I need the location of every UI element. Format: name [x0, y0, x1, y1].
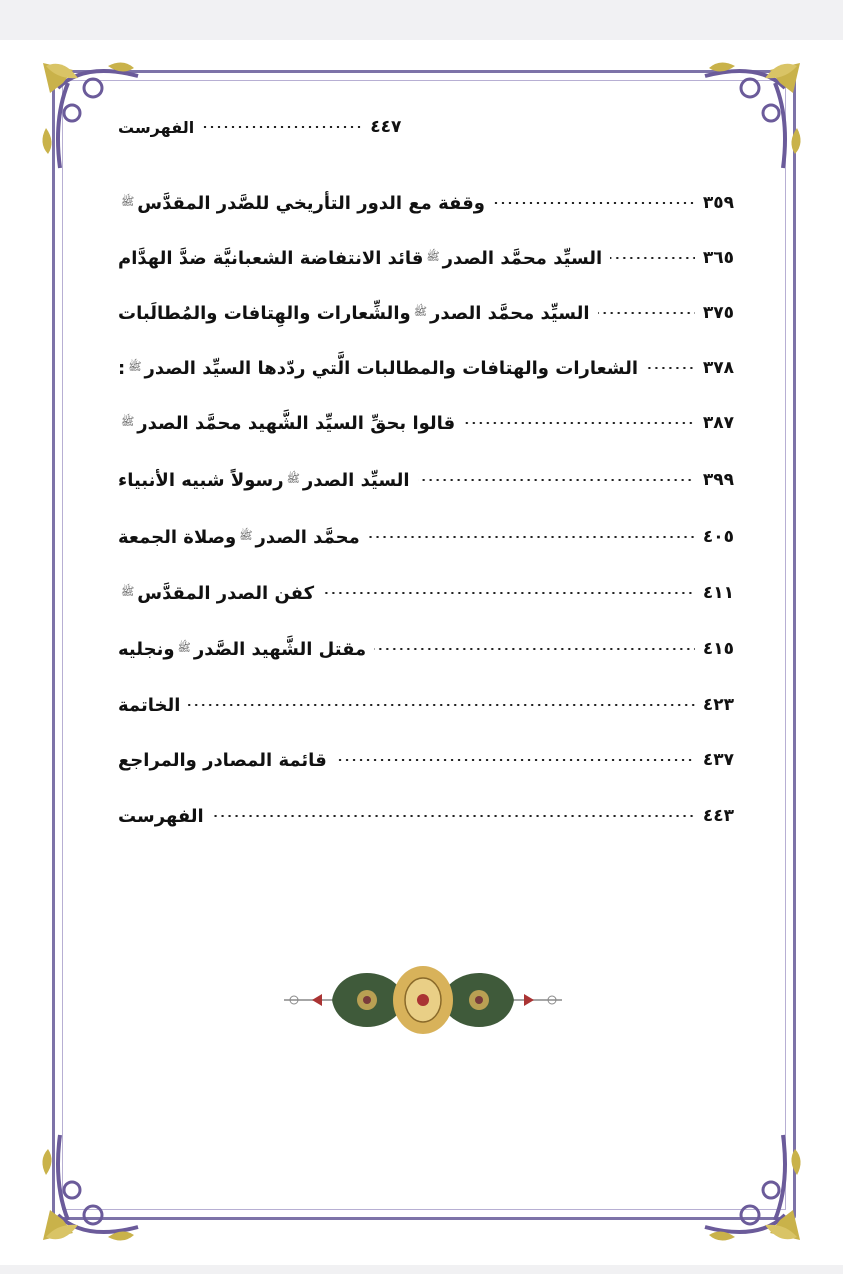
toc-entry[interactable] — [118, 188, 734, 218]
entry-title-continuation: رسولاً شبيه الأنبياء — [118, 469, 284, 491]
dot-leader — [463, 422, 695, 424]
dot-leader — [418, 479, 695, 481]
entry-title: الفهرست — [118, 805, 204, 827]
toc-entry[interactable] — [118, 801, 734, 831]
entry-title-continuation: قائد الانتفاضة الشعبانيَّة ضدَّ الهدَّام — [118, 247, 424, 269]
entry-title-continuation: وصلاة الجمعة — [118, 526, 237, 548]
entry-title-continuation: ونجليه — [118, 638, 175, 660]
floral-divider-icon — [282, 960, 564, 1040]
entry-title-continuation: والشِّعارات والهِتافات والمُطالَبات — [118, 302, 411, 324]
honorific-glyph: ﷺ — [121, 195, 135, 208]
entry-page-number: ٣٨٧ — [702, 413, 734, 433]
dot-leader — [335, 759, 695, 761]
honorific-glyph: ﷺ — [121, 415, 135, 428]
entry-title: السيِّد الصدر — [302, 469, 410, 491]
toc-entry[interactable] — [118, 522, 734, 552]
entry-page-number: ٤٤٣ — [702, 806, 734, 826]
toc-entry[interactable] — [118, 690, 734, 720]
entry-title: السيِّد محمَّد الصدر — [442, 247, 603, 269]
dot-leader — [368, 536, 695, 538]
header-page-number: ٤٤٧ — [370, 117, 402, 137]
entry-title: قائمة المصادر والمراجع — [118, 749, 327, 771]
entry-page-number: ٣٦٥ — [702, 248, 734, 268]
toc-entry[interactable] — [118, 408, 734, 438]
dot-leader — [202, 126, 362, 128]
dot-leader — [374, 648, 695, 650]
honorific-glyph: ﷺ — [239, 529, 253, 542]
toc-entry[interactable] — [118, 578, 734, 608]
entry-page-number: ٣٥٩ — [702, 193, 734, 213]
entry-page-number: ٤٠٥ — [702, 527, 734, 547]
toc-entry[interactable] — [118, 298, 734, 328]
dot-leader — [646, 367, 695, 369]
header-title: الفهرست — [118, 117, 195, 137]
toc-entry[interactable] — [118, 353, 734, 383]
entry-title-continuation: : — [118, 357, 126, 379]
book-page — [0, 40, 843, 1265]
running-header — [118, 112, 734, 142]
honorific-glyph: ﷺ — [121, 585, 135, 598]
dot-leader — [188, 704, 694, 706]
entry-page-number: ٤١٥ — [702, 639, 734, 659]
entry-title: قالوا بحقِّ السيِّد الشَّهيد محمَّد الصدر — [137, 412, 456, 434]
entry-title: السيِّد محمَّد الصدر — [429, 302, 590, 324]
entry-title: الشعارات والهتافات والمطالبات الَّتي ردّدها السيِّد الصدر — [144, 357, 639, 379]
toc-entry[interactable] — [118, 634, 734, 664]
honorific-glyph: ﷺ — [177, 641, 191, 654]
dot-leader — [610, 257, 695, 259]
entry-page-number: ٣٩٩ — [702, 470, 734, 490]
dot-leader — [493, 202, 695, 204]
toc-entry[interactable] — [118, 745, 734, 775]
entry-page-number: ٤٣٧ — [702, 750, 734, 770]
table-of-contents — [0, 40, 843, 1265]
entry-page-number: ٤١١ — [702, 583, 734, 603]
honorific-glyph: ﷺ — [413, 305, 427, 318]
entry-title: كفن الصدر المقدَّس — [137, 582, 315, 604]
entry-title: وقفة مع الدور التأريخي للصَّدر المقدَّس — [137, 192, 485, 214]
honorific-glyph: ﷺ — [128, 360, 142, 373]
toc-entry[interactable] — [118, 243, 734, 273]
entry-title: محمَّد الصدر — [255, 526, 360, 548]
entry-page-number: ٣٧٥ — [702, 303, 734, 323]
entry-title: الخاتمة — [118, 694, 181, 716]
dot-leader — [322, 592, 695, 594]
entry-page-number: ٤٢٣ — [702, 695, 734, 715]
entry-title: مقتل الشَّهيد الصَّدر — [193, 638, 367, 660]
entry-page-number: ٣٧٨ — [702, 358, 734, 378]
dot-leader — [598, 312, 695, 314]
honorific-glyph: ﷺ — [286, 472, 300, 485]
honorific-glyph: ﷺ — [426, 250, 440, 263]
dot-leader — [212, 815, 695, 817]
toc-entry[interactable] — [118, 465, 734, 495]
